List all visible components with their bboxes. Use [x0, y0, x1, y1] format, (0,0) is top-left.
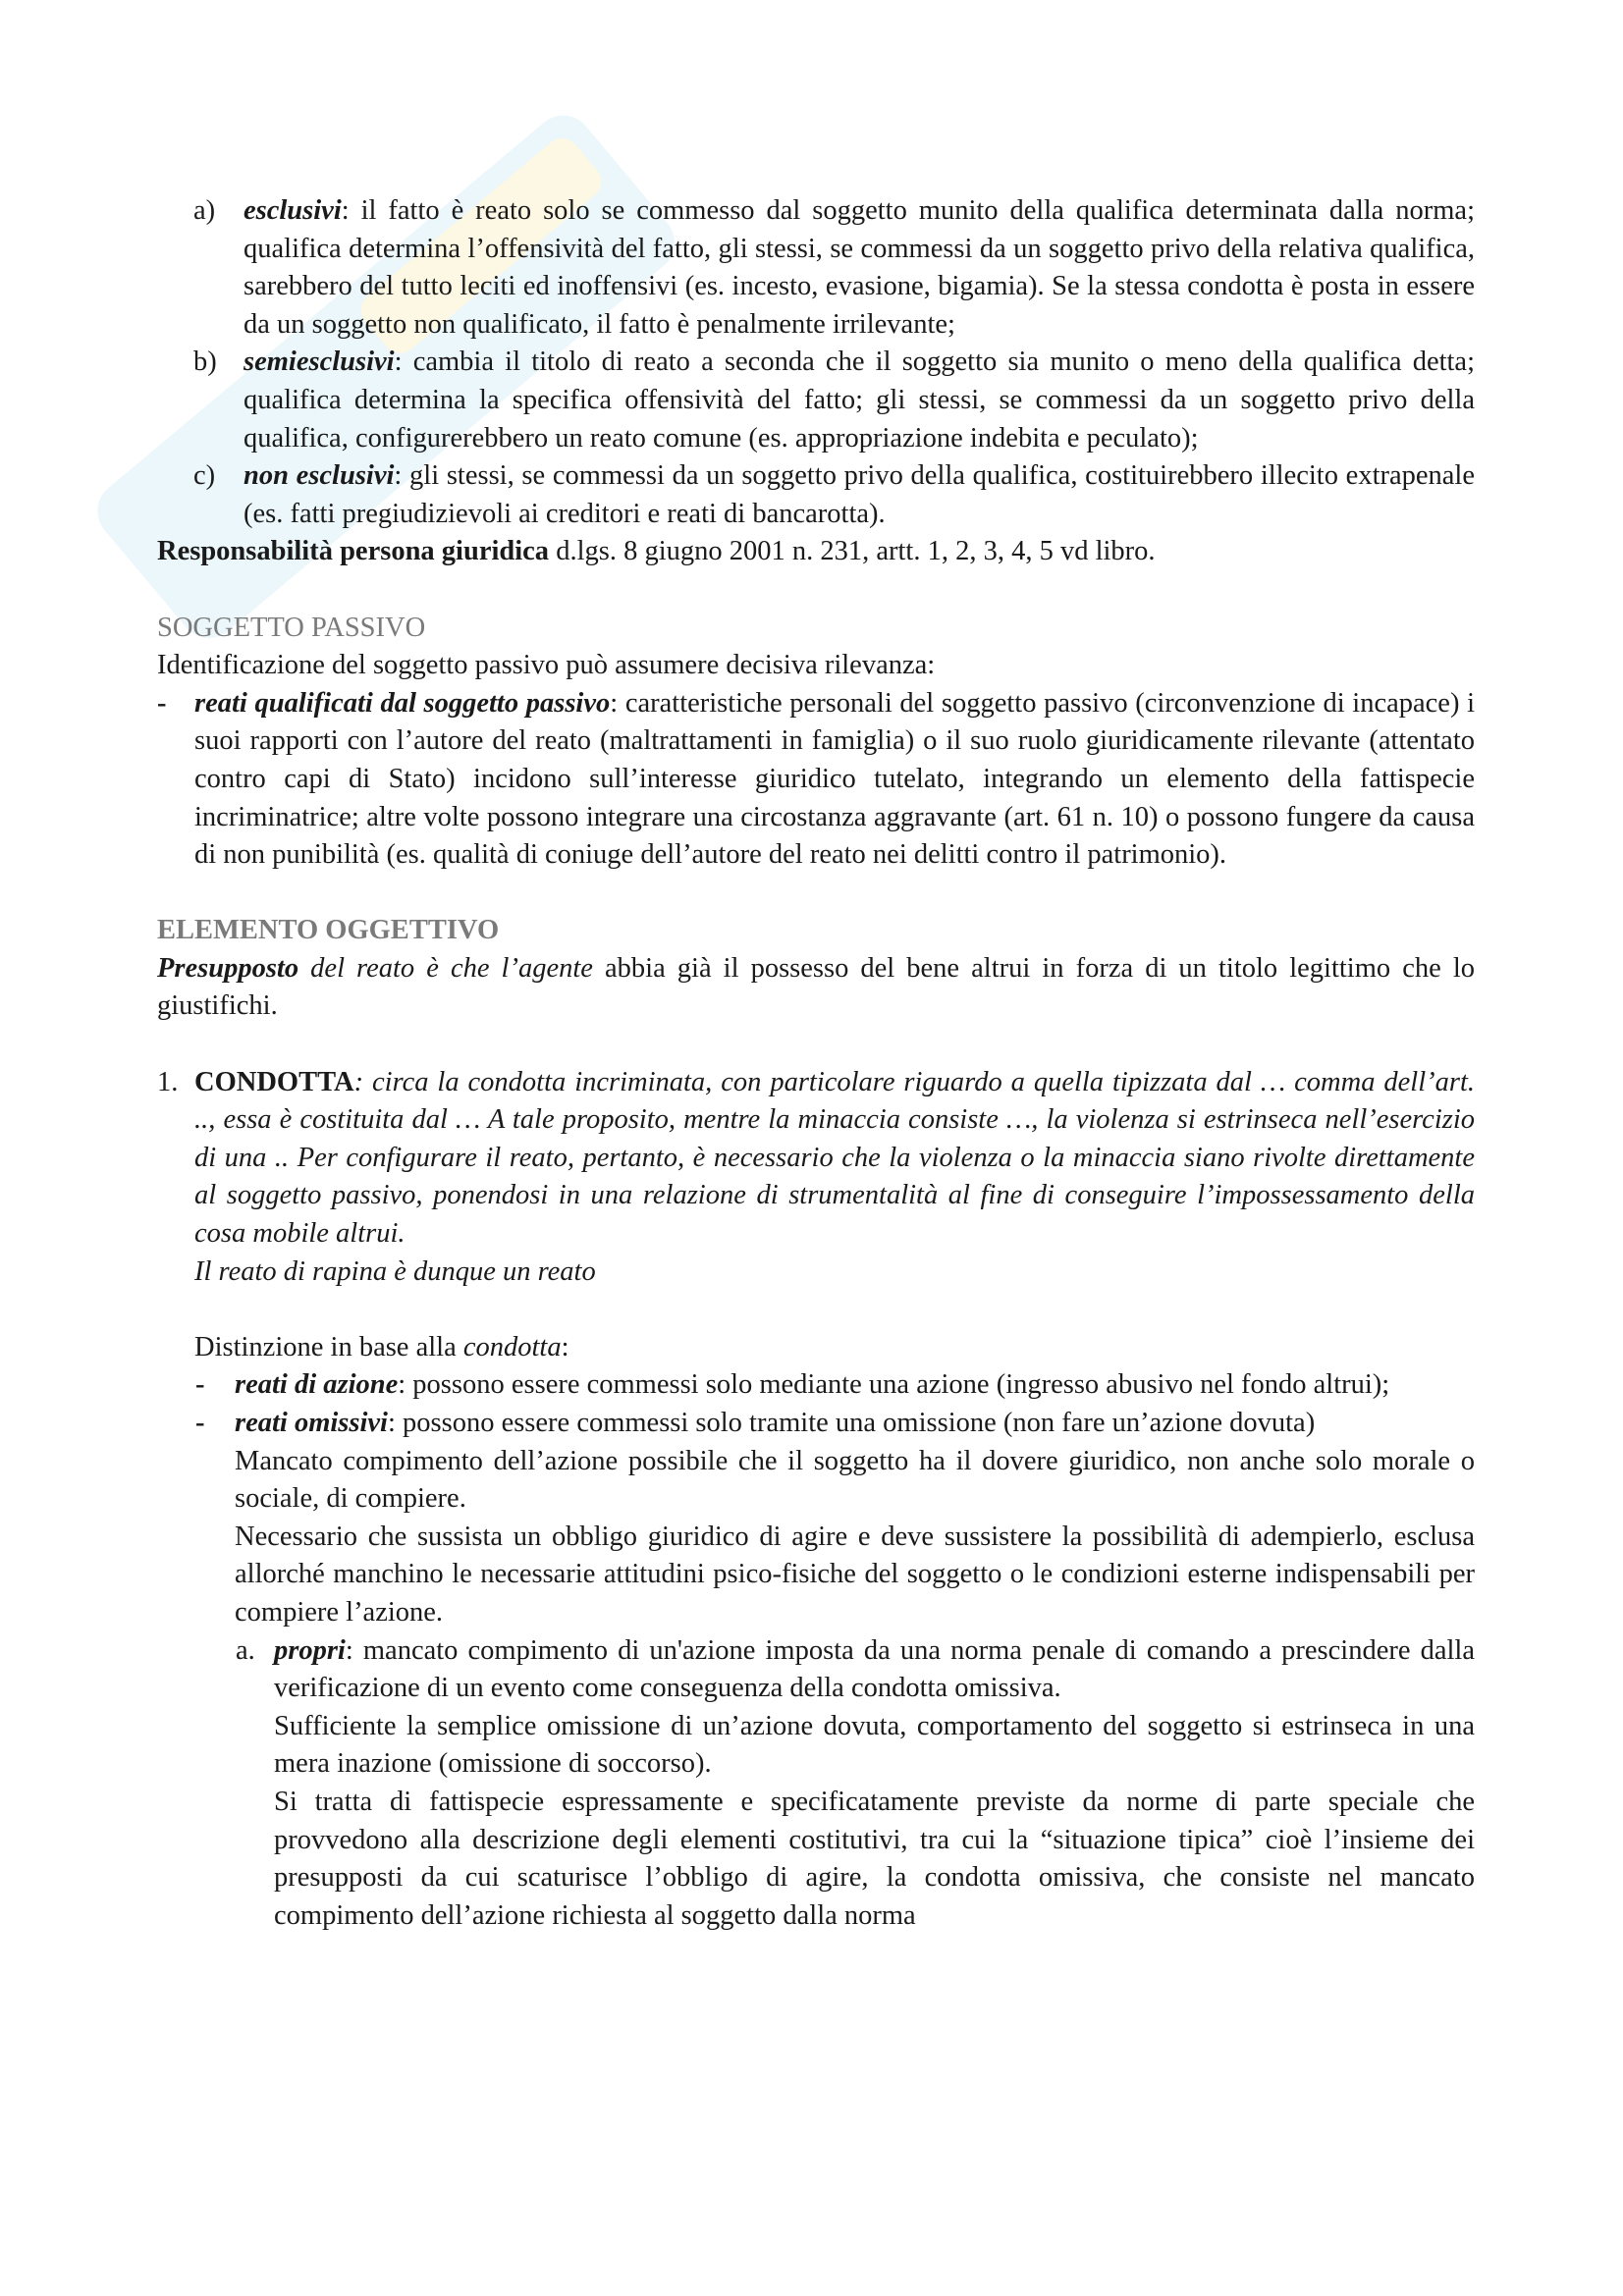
list-item-non-esclusivi — [157, 457, 1475, 533]
term-propri: propri — [274, 1634, 346, 1666]
term-reati-qualificati: reati qualificati dal soggetto passivo — [194, 687, 611, 719]
list-marker: b) — [193, 347, 217, 378]
text-non-esclusivi: : gli stessi, se commessi da un soggetto privo della qualifica, costituirebbero illecito extrapenale (es. fatti pregiudizievoli ai creditori e reati di bancarotta). — [243, 460, 1476, 529]
bullet-reati-azione — [157, 1366, 1475, 1405]
term-esclusivi: esclusivi — [243, 195, 342, 226]
responsabilita-bold: Responsabilità persona giuridica — [157, 536, 550, 567]
propri-paragraph-2: Si tratta di fattispecie espressamente e specificatamente previste da norme di parte speciale che provvedono alla descrizione degli elementi costitutivi, tra cui la “situazione tipica” cioè l’insieme dei presupposti da cui scaturisce l’obbligo di agire, la condotta omissiva, che consiste nel mancato compimento dell’azione richiesta al soggetto dalla norma — [274, 1786, 1475, 1931]
presupposto-bold: Presupposto — [157, 952, 299, 984]
text-reati-omissivi: : possono essere commessi solo tramite una omissione (non fare un’azione dovuta) — [387, 1408, 1316, 1438]
condotta-text: : circa la condotta incriminata, con particolare riguardo a quella tipizzata dal … comma dell’art. .., essa è costituita dal … A tale proposito, mentre la minaccia consiste …, la violenza si estrinseca nell’esercizio di una .. Per configurare il reato, pertanto, è necessario che la violenza o la minaccia siano rivolte direttamente al soggetto passivo, ponendosi in una relazione di strumentalità al fine di conseguire l’impossessamento della cosa mobile altrui. — [194, 1066, 1475, 1250]
term-non-esclusivi: non esclusivi — [243, 460, 395, 492]
presupposto-text: abbia già il possesso del bene altrui in forza di un titolo legittimo che lo giustifichi. — [157, 952, 1475, 1022]
propri-paragraph-1: Sufficiente la semplice omissione di un’azione dovuta, comportamento del soggetto si estrinseca in una mera inazione (omissione di soccorso). — [274, 1710, 1475, 1780]
heading-soggetto-passivo: SOGGETTO PASSIVO — [157, 612, 426, 643]
presupposto-paragraph — [157, 950, 1475, 1026]
bullet-reati-omissivi — [157, 1405, 1475, 1443]
term-reati-azione: reati di azione — [235, 1369, 399, 1401]
condotta-label: CONDOTTA — [194, 1066, 354, 1097]
distinzione-intro-end: : — [561, 1331, 569, 1362]
list-item-propri — [157, 1632, 1475, 1708]
omissivi-paragraph-1: Mancato compimento dell’azione possibile che il soggetto ha il dovere giuridico, non anche solo morale o sociale, di compiere. — [235, 1445, 1475, 1515]
bullet-marker: - — [195, 1369, 205, 1401]
distinzione-intro-text: Distinzione in base alla — [194, 1331, 463, 1362]
term-reati-omissivi: reati omissivi — [235, 1408, 388, 1438]
list-marker: 1. — [157, 1066, 179, 1097]
responsabilita-paragraph — [157, 533, 1475, 571]
document-page — [157, 192, 1475, 1935]
list-marker: c) — [193, 460, 216, 492]
presupposto-italic: del reato è che l’agente — [298, 952, 593, 984]
text-semiesclusivi: : cambia il titolo di reato a seconda che il soggetto sia munito o meno della qualifica detta; qualifica determina la specifica offensività del fatto; gli stessi, se commessi da un soggetto privo della qualifica, configurerebbero un reato comune (es. appropriazione indebita e peculato); — [243, 347, 1475, 454]
term-semiesclusivi: semiesclusivi — [243, 347, 395, 378]
bullet-marker: - — [195, 1408, 205, 1438]
text-esclusivi: : il fatto è reato solo se commesso dal soggetto munito della qualifica determinata dalla norma; qualifica determina l’offensività del fatto, gli stessi, se commessi da un soggetto privo della relativa qualifica, sarebbero del tutto leciti ed inoffensivi (es. incesto, evasione, bigamia). Se la stessa condotta è posta in essere da un soggetto non qualificato, il fatto è penalmente irrilevante; — [243, 195, 1475, 340]
responsabilita-text: d.lgs. 8 giugno 2001 n. 231, artt. 1, 2, 3, 4, 5 vd libro. — [549, 536, 1156, 567]
list-marker: a) — [193, 195, 216, 226]
distinzione-intro-italic: condotta — [462, 1331, 562, 1362]
passivo-intro: Identificazione del soggetto passivo può assumere decisiva rilevanza: — [157, 650, 936, 681]
distinzione-intro — [157, 1329, 1475, 1367]
condotta-line2: Il reato di rapina è dunque un reato — [194, 1255, 596, 1287]
bullet-reati-qualificati — [157, 685, 1475, 875]
text-propri: : mancato compimento di un'azione imposta da una norma penale di comando a prescindere dalla verificazione di un evento come conseguenza della condotta omissiva. — [274, 1634, 1475, 1704]
bullet-marker: - — [157, 687, 167, 719]
heading-elemento-oggettivo: ELEMENTO OGGETTIVO — [157, 915, 500, 946]
list-item-condotta — [157, 1064, 1475, 1292]
list-item-semiesclusivi — [157, 344, 1475, 457]
omissivi-paragraph-2: Necessario che sussista un obbligo giuridico di agire e deve sussistere la possibilità di adempierlo, esclusa allorché manchino le necessarie attitudini psico-fisiche del soggetto o le condizioni esterne indispensabili per compiere l’azione. — [235, 1521, 1475, 1628]
text-reati-qualificati: : caratteristiche personali del soggetto passivo (circonvenzione di incapace) i suoi rapporti con l’autore del reato (maltrattamenti in famiglia) o il suo ruolo giuridicamente rilevante (attentato contro capi di Stato) incidono sull’interesse giuridico tutelato, integrando un elemento della fattispecie incriminatrice; altre volte possono integrare una circostanza aggravante (art. 61 n. 10) o possono fungere da causa di non punibilità (es. qualità di coniuge dell’autore del reato nei delitti contro il patrimonio). — [194, 687, 1476, 871]
list-item-esclusivi — [157, 192, 1475, 344]
list-marker: a. — [236, 1634, 255, 1666]
text-reati-azione: : possono essere commessi solo mediante una azione (ingresso abusivo nel fondo altrui); — [398, 1369, 1390, 1401]
